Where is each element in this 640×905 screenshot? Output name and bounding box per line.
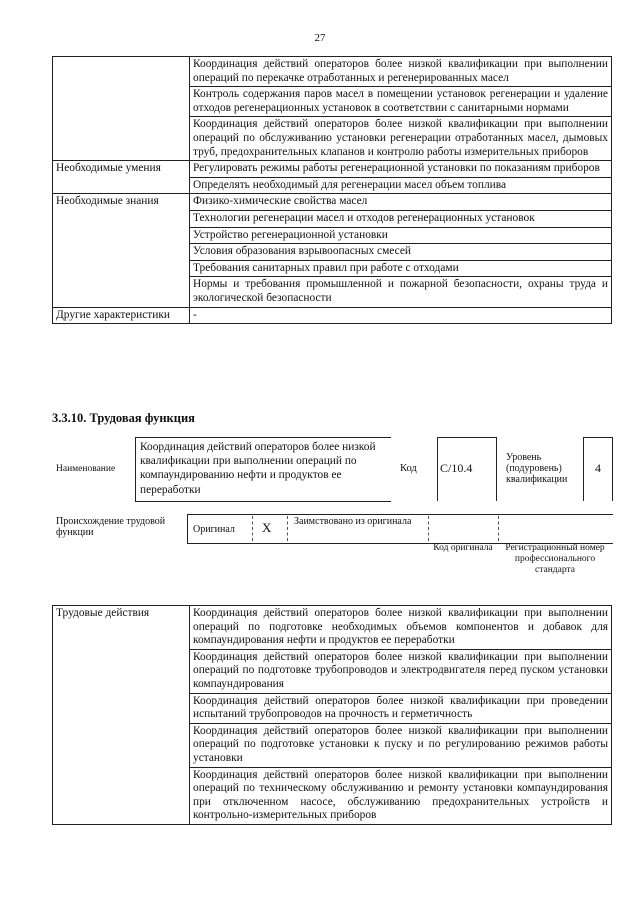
original-mark: X [262,520,272,535]
row-label: Трудовые действия [53,606,190,825]
row-text: Координация действий операторов более низкой квалификации при выполнении операций по подготовке установки к пуску и по регулированию режимов работы установки [190,723,612,767]
row-label [53,57,190,161]
row-text: Требования санитарных правил при работе с отходами [190,260,612,277]
page-number: 27 [314,32,326,44]
row-text: Физико-химические свойства масел [190,194,612,211]
section-heading: 3.3.10. Трудовая функция [52,411,195,425]
row-text: Координация действий операторов более низкой квалификации при выполнении операций по подготовке трубопроводов и электродвигателя перед пуском установки компаундирования [190,649,612,693]
row-label: Другие характеристики [53,307,190,324]
row-text: Координация действий операторов более низкой квалификации при выполнении операций по подготовке необходимых объемов компонентов и добавок для компаундирования нефти и продуктов ее переработки [190,606,612,650]
table-row [53,194,612,211]
row-text: Координация действий операторов более низкой квалификации при выполнении операций по обслуживанию установки регенерации отработанных масел, дымовых труб, предохранительных клапанов и контролю работы измерительных приборов [190,117,612,161]
row-text: Условия образования взрывоопасных смесей [190,244,612,261]
row-text: Координация действий операторов более низкой квалификации при выполнении операций по перекачке отработанных и регенерированных масел [190,57,612,87]
row-text: Контроль содержания паров масел в помещении установок регенерации и удаление отходов регенерационных установок в соответствии с санитарными нормами [190,87,612,117]
table-row [53,307,612,324]
row-text: Нормы и требования промышленной и пожарной безопасности, охраны труда и экологической безопасности [190,277,612,307]
requirements-table [52,56,612,324]
code-value: С/10.4 [440,461,473,475]
row-label: Необходимые умения [53,161,190,194]
original-label: Оригинал [193,524,235,535]
code-caption: Код оригинала [433,543,493,553]
divider [428,516,429,541]
row-label: Необходимые знания [53,194,190,307]
divider [287,516,288,541]
level-value: 4 [595,461,601,475]
row-text: Регулировать режимы работы регенерационной установки по показаниям приборов [190,161,612,178]
row-text: Устройство регенерационной установки [190,227,612,244]
name-label: Наименование [56,464,116,474]
borrowed-label: Заимствовано из оригинала [294,516,412,527]
divider [252,516,253,541]
function-name: Координация действий операторов более низкой квалификации при выполнении операций по компаундированию нефти и продуктов ее переработки [140,441,376,496]
origin-label: Происхождение трудовой функции [56,516,166,538]
row-text: Координация действий операторов более низкой квалификации при выполнении операций по техническому обслуживанию и ремонту установки компаундирования при отключенном насосе, обслуживанию предохранительных устройств и контрольно-измерительных приборов [190,767,612,824]
row-text: Координация действий операторов более низкой квалификации при проведении испытаний трубопроводов на прочность и герметичность [190,693,612,723]
actions-table [52,605,612,825]
row-text: Технологии регенерации масел и отходов регенерационных установок [190,210,612,227]
code-label: Код [400,463,417,474]
level-label: Уровень (подуровень) квалификации [506,452,568,485]
row-text: Определять необходимый для регенерации масел объем топлива [190,177,612,194]
divider [498,516,499,541]
table-row [53,57,612,87]
table-row [53,606,612,650]
row-text: - [190,307,612,324]
reg-caption: Регистрационный номер профессионального стандарта [505,543,605,575]
table-row [53,161,612,178]
